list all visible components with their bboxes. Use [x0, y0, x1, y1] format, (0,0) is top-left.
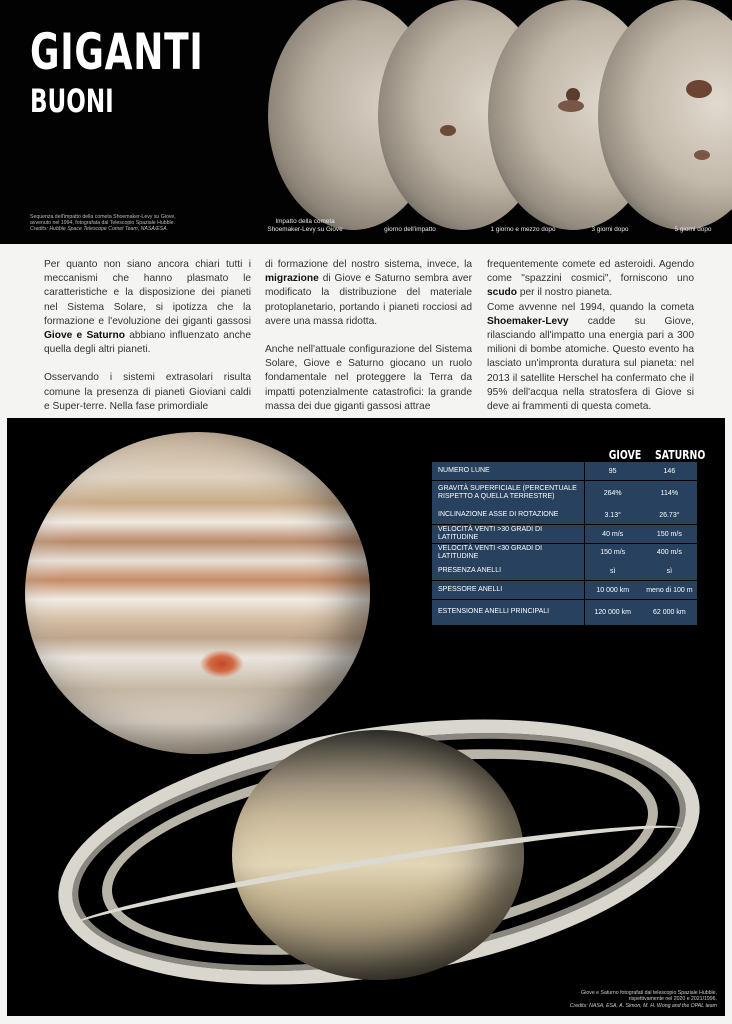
- header-caption-text: Sequenza dell'impatto della cometa Shoemaker-Levy su Giove, avvenuto nel 1994, fotografata dal Telescopio Spaziale Hubble.: [30, 214, 176, 227]
- paragraph: di formazione del nostro sistema, invece, la migrazione di Giove e Saturno sembra aver modificato la distribuzione del materiale protoplanetario, portando i pianeti rocciosi ad avere una massa ridotta.: [265, 259, 472, 327]
- text-column-3: [487, 258, 694, 428]
- header-caption: [30, 214, 190, 233]
- header-band: [0, 0, 732, 244]
- page-subtitle: BUONI: [30, 82, 114, 120]
- table-row-label: NUMERO LUNE: [432, 462, 584, 480]
- planet-comparison-table: [432, 462, 700, 626]
- table-cell-giove: 120 000 km: [585, 600, 641, 625]
- paragraph: Osservando i sistemi extrasolari risulta comune la presenza di pianeti Gioviani caldi e Super-terre. Nella fase primordiale: [44, 372, 251, 412]
- table-cell-giove: 3.13°: [585, 506, 641, 524]
- text-column-2: [265, 258, 472, 428]
- table-cell-saturno: meno di 100 m: [641, 581, 697, 599]
- table-row: [432, 600, 700, 625]
- table-row: [432, 525, 700, 543]
- jupiter-image: [25, 432, 370, 754]
- table-cell-giove: 40 m/s: [585, 525, 641, 543]
- table-row-label: PRESENZA ANELLI: [432, 562, 584, 580]
- table-row-label: ESTENSIONE ANELLI PRINCIPALI: [432, 600, 584, 625]
- text-column-1: [44, 258, 251, 428]
- table-header-giove: GIOVE: [608, 448, 642, 462]
- planets-panel: [7, 418, 725, 1016]
- table-cell-saturno: 26.73°: [641, 506, 697, 524]
- table-row-label: VELOCITÀ VENTI >30 GRADI DI LATITUDINE: [432, 525, 584, 543]
- table-cell-giove: 264%: [585, 481, 641, 506]
- page-title: GIGANTI: [30, 23, 204, 81]
- table-cell-saturno: 150 m/s: [641, 525, 697, 543]
- table-row: [432, 544, 700, 562]
- table-row-label: GRAVITÀ SUPERFICIALE (PERCENTUALE RISPETTO A QUELLA TERRESTRE): [432, 481, 584, 506]
- table-header-saturno: SATURNO: [655, 448, 706, 462]
- panel-caption: [557, 990, 717, 1009]
- table-row-label: INCLINAZIONE ASSE DI ROTAZIONE: [432, 506, 584, 524]
- table-row: [432, 581, 700, 599]
- panel-caption-credit: Credits: NASA, ESA, A. Simon, M. H. Wong and the OPAL team: [569, 1002, 717, 1009]
- panel-caption-text: Giove e Saturno fotografati dal telescopio Spaziale Hubble, rispettivamente nel 2020 e 2021/1996.: [581, 990, 717, 1003]
- table-row: [432, 481, 700, 506]
- table-cell-saturno: 146: [641, 462, 697, 480]
- table-cell-saturno: sì: [641, 562, 697, 580]
- table-row: [432, 462, 700, 480]
- table-cell-saturno: 400 m/s: [641, 544, 697, 562]
- table-cell-saturno: 62 000 km: [641, 600, 697, 625]
- table-cell-giove: 95: [585, 462, 641, 480]
- paragraph: frequentemente comete ed asteroidi. Agendo come "spazzini cosmici", forniscono uno scudo per il nostro pianeta.: [487, 259, 694, 299]
- table-row: [432, 562, 700, 580]
- paragraph: Anche nell'attuale configurazione del Sistema Solare, Giove e Saturno giocano un ruolo fondamentale nel proteggere la Terra da impatti potenzialmente catastrofici: la grande massa dei due giganti gassosi attrae: [265, 344, 472, 412]
- table-row-label: VELOCITÀ VENTI <30 GRADI DI LATITUDINE: [432, 544, 584, 562]
- table-cell-giove: sì: [585, 562, 641, 580]
- table-row: [432, 506, 700, 524]
- table-cell-saturno: 114%: [641, 481, 697, 506]
- sequence-label: 3 giorni dopo: [591, 226, 629, 233]
- table-cell-giove: 10 000 km: [585, 581, 641, 599]
- sequence-label: 5 giorni dopo: [674, 226, 712, 233]
- sequence-label: Impatto della cometa Shoemaker-Levy su Giove: [267, 218, 343, 233]
- table-cell-giove: 150 m/s: [585, 544, 641, 562]
- paragraph: Per quanto non siano ancora chiari tutti i meccanismi che hanno plasmato le caratteristiche e la disposizione dei pianeti nel Sistema Solare, si ipotizza che la formazione e l'evoluzione dei giganti gassosi Giove e Saturno abbiano influenzato anche quella degli altri pianeti.: [44, 259, 251, 356]
- sequence-label: 1 giorno e mezzo dopo: [490, 226, 556, 233]
- paragraph: Come avvenne nel 1994, quando la cometa Shoemaker-Levy cadde su Giove, rilasciando all'impatto una energia pari a 300 milioni di bombe atomiche. Questo evento ha lasciato un'impronta duratura sul pianeta: nel 2013 il satellite Herschel ha confermato che il 95% dell'acqua nella stratosfera di Giove si deve ai frammenti di questa cometa.: [487, 301, 694, 413]
- sequence-label: giorno dell'impatto: [384, 226, 436, 233]
- table-row-label: SPESSORE ANELLI: [432, 581, 584, 599]
- header-caption-credit: Credits: Hubble Space Telescope Comet Team, NASA/ESA.: [30, 226, 169, 233]
